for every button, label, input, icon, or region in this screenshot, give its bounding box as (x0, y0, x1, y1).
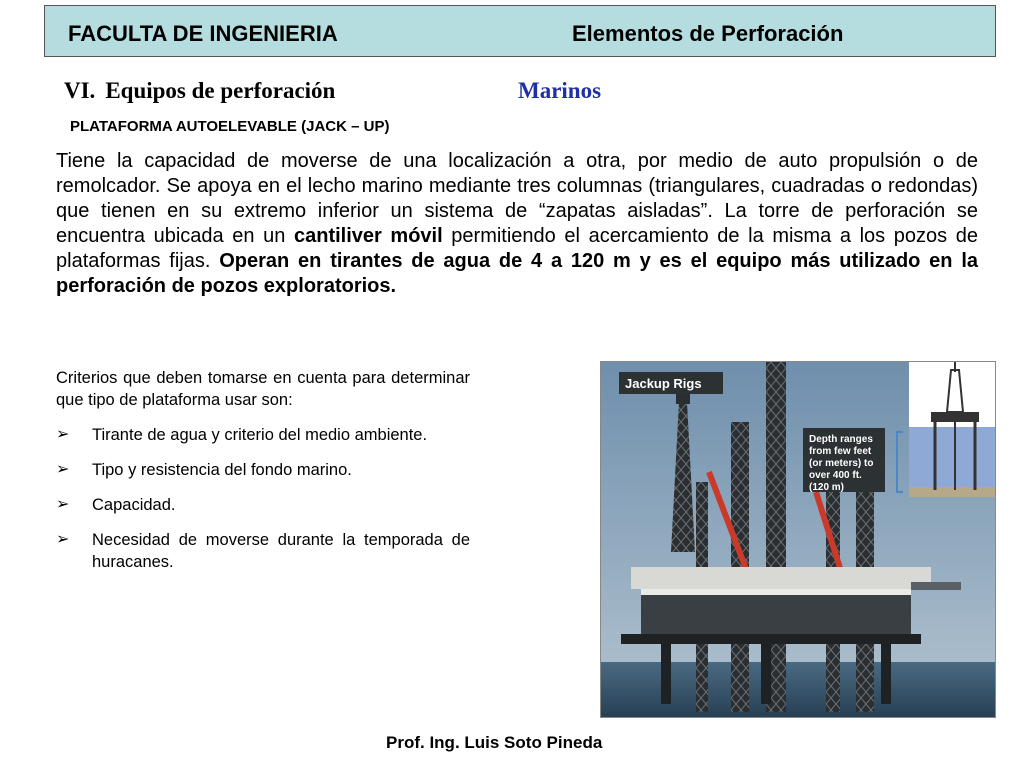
section-number: VI. (64, 78, 96, 103)
depth-note-line: from few feet (809, 446, 872, 457)
depth-note-line: Depth ranges (809, 434, 873, 445)
arrow-bullet-icon: ➢ (56, 461, 70, 478)
list-item (56, 459, 470, 481)
arrow-bullet-icon: ➢ (56, 496, 70, 513)
list-item (56, 494, 470, 516)
list-item (56, 424, 470, 446)
criteria-item-text: Tipo y resistencia del fondo marino. (92, 461, 352, 479)
paragraph-part-2: permitiendo el acercamiento de la misma a los pozos de plataformas fijas. (56, 225, 978, 272)
jackup-rig-illustration (601, 362, 996, 718)
slide-subtitle: PLATAFORMA AUTOELEVABLE (JACK – UP) (70, 118, 390, 135)
criteria-intro: Criterios que deben tomarse en cuenta para determinar que tipo de plataforma usar son: (56, 369, 470, 409)
paragraph-bold-2: Operan en tirantes de agua de 4 a 120 m y es el equipo más utilizado en la perforación de pozos exploratorios. (56, 250, 979, 297)
photo-label: Jackup Rigs (625, 376, 702, 391)
criteria-list (56, 367, 470, 573)
footer-author: Prof. Ing. Luis Soto Pineda (386, 733, 603, 752)
depth-note-line: over 400 ft. (809, 470, 862, 481)
description-paragraph (56, 149, 978, 299)
arrow-bullet-icon: ➢ (56, 426, 70, 443)
section-title: Equipos de perforación (105, 78, 336, 103)
criteria-item-text: Capacidad. (92, 496, 176, 514)
paragraph-bold-1: cantiliver móvil (293, 225, 443, 247)
section-category: Marinos (518, 78, 602, 103)
faculty-title: FACULTA DE INGENIERIA (68, 21, 338, 46)
criteria-item-text: Tirante de agua y criterio del medio ambiente. (92, 426, 428, 444)
course-title: Elementos de Perforación (572, 21, 844, 46)
list-item (56, 529, 470, 573)
jackup-rig-photo (600, 361, 996, 718)
arrow-bullet-icon: ➢ (56, 531, 70, 548)
criteria-item-text: Necesidad de moverse durante la temporada de huracanes. (92, 531, 470, 571)
section-heading (64, 78, 335, 104)
paragraph-part-1: Tiene la capacidad de moverse de una localización a otra, por medio de auto propulsión o de remolcador. Se apoya en el lecho marino mediante tres columnas (triangulares, cuadradas o redondas) que tienen en su extremo inferior un sistema de “zapatas aisladas”. La torre de perforación se encuentra ubicada en un (56, 150, 978, 247)
depth-note-line: (or meters) to (809, 458, 874, 469)
depth-note-line: (120 m) (809, 482, 845, 493)
